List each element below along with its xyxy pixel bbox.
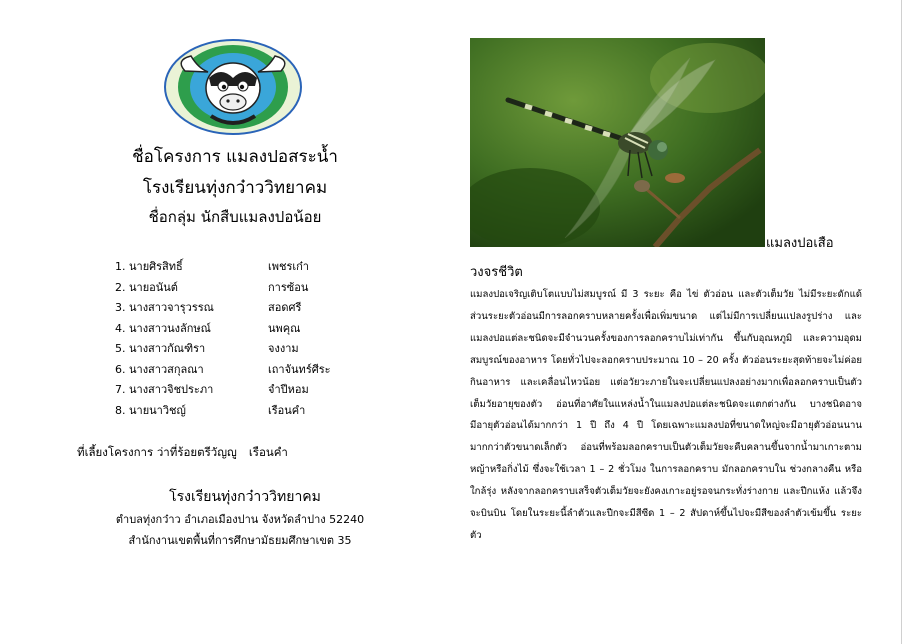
list-item [115, 339, 375, 360]
education-office: สำนักงานเขตพื้นที่การศึกษามัธยมศึกษาเขต 35 [128, 534, 352, 547]
member-list [115, 257, 375, 421]
member-surname: เพชรเก๋า [268, 260, 309, 273]
member-surname: การซ้อน [268, 280, 309, 294]
buffalo-logo-icon [163, 38, 303, 136]
member-surname: จงงาม [268, 342, 299, 355]
member-name: 4. นางสาวนงลักษณ์ [115, 321, 211, 335]
member-surname: สอดศรี [268, 301, 302, 314]
list-item [115, 401, 375, 422]
lifecycle-heading: วงจรชีวิต [470, 265, 523, 280]
school-address: ตำบลทุ่งกว๋าว อำเภอเมืองปาน จังหวัดลำปาง 52240 [115, 513, 365, 526]
dragonfly-photo [470, 38, 765, 247]
project-title: ชื่อโครงการ แมลงปอสระน้ำ [132, 147, 338, 167]
school-name: โรงเรียนทุ่งกว๋าววิทยาคม [142, 178, 328, 198]
group-name: ชื่อกลุ่ม นักสืบแมลงปอน้อย [148, 208, 322, 226]
member-surname: เรือนคำ [268, 403, 306, 417]
member-name: 3. นางสาวจารุวรรณ [115, 301, 214, 314]
member-surname: จำปีหอม [268, 383, 309, 396]
member-name: 5. นางสาวกัณฑิรา [115, 342, 206, 355]
lifecycle-text: แมลงปอเจริญเติบโตแบบไม่สมบูรณ์ มี 3 ระยะ คือ ไข่ ตัวอ่อน และตัวเต็มวัย ไม่มีระยะดักแด้ ส่วนระยะตัวอ่อนมีการลอกคราบหลายครั้งเพื่อเพิ่มขนาด แต่ไม่มีการเปลี่ยนแปลงรูปร่าง และแมลงปอแต่ละชนิดจะมีจำนวนครั้งของการลอกคราบไม่เท่ากัน ขึ้นกับอุณหภูมิ และความอุดมสมบูรณ์ของอาหาร โดยทั่วไปจะลอกคราบประมาณ 10 – 20 ครั้ง ตัวอ่อนระยะสุดท้ายจะไม่ค่อยกินอาหาร และเคลื่อนไหวน้อย แต่อวัยวะภายในจะเปลี่ยนแปลงอย่างมากเพื่อลอกคราบเป็นตัวเต็มวัยอายุของตัว อ่อนที่อาศัยในแหล่งน้ำในแมลงปอแต่ละชนิดจะแตกต่างกัน บางชนิดอาจมีอายุตัวอ่อนได้มากกว่า 1 ปี ถึง 4 ปี โดยเฉพาะแมลงปอที่ขนาดใหญ่จะมีอายุตัวอ่อนนานมากกว่าตัวขนาดเล็กตัว อ่อนที่พร้อมลอกคราบเป็นตัวเต็มวัยจะคืบคลานขึ้นจากน้ำมาเกาะตาม หญ้าหรือกิ่งไม้ ซึ่งจะใช้เวลา 1 – 2 ชั่วโมง ในการลอกคราบ มักลอกคราบใน ช่วงกลางคืน หรือใกล้รุ่ง หลังจากลอกคราบเสร็จตัวเต็มวัยจะยังคงเกาะอยู่รอจนกระทั่งร่างกาย และปีกแห้ง แล้วจึงจะบินบิน โดยในระยะนี้ลำตัวและปีกจะมีสีซีด 1 – 2 สัปดาห์ขึ้นไปจะมีสีของลำตัวเข้มขึ้น ระยะตัว [470, 289, 862, 541]
list-item [115, 298, 375, 319]
member-name: 2. นายอนันต์ [115, 280, 178, 294]
member-name: 6. นางสาวสกุลณา [115, 362, 204, 376]
list-item [115, 319, 375, 340]
list-item [115, 360, 375, 381]
list-item [115, 278, 375, 299]
member-name: 8. นายนาวิชญ์ [115, 403, 186, 417]
photo-caption: แมลงปอเสือ [766, 236, 834, 251]
member-surname: นพคุณ [268, 321, 301, 335]
page-edge [901, 0, 902, 644]
footer-school-name: โรงเรียนทุ่งกว๋าววิทยาคม [169, 489, 321, 505]
member-name: 7. นางสาวจิชประภา [115, 383, 214, 396]
advisor-line [77, 444, 288, 462]
advisor-surname: เรือนคำ [248, 445, 288, 459]
list-item [115, 257, 375, 278]
member-surname: เถาจันทร์ศีระ [268, 362, 331, 376]
advisor-label: ที่เลี้ยงโครงการ ว่าที่ร้อยตรีวัญญู [77, 445, 237, 459]
member-name: 1. นายศิรสิทธิ์ [115, 260, 183, 273]
list-item [115, 380, 375, 401]
